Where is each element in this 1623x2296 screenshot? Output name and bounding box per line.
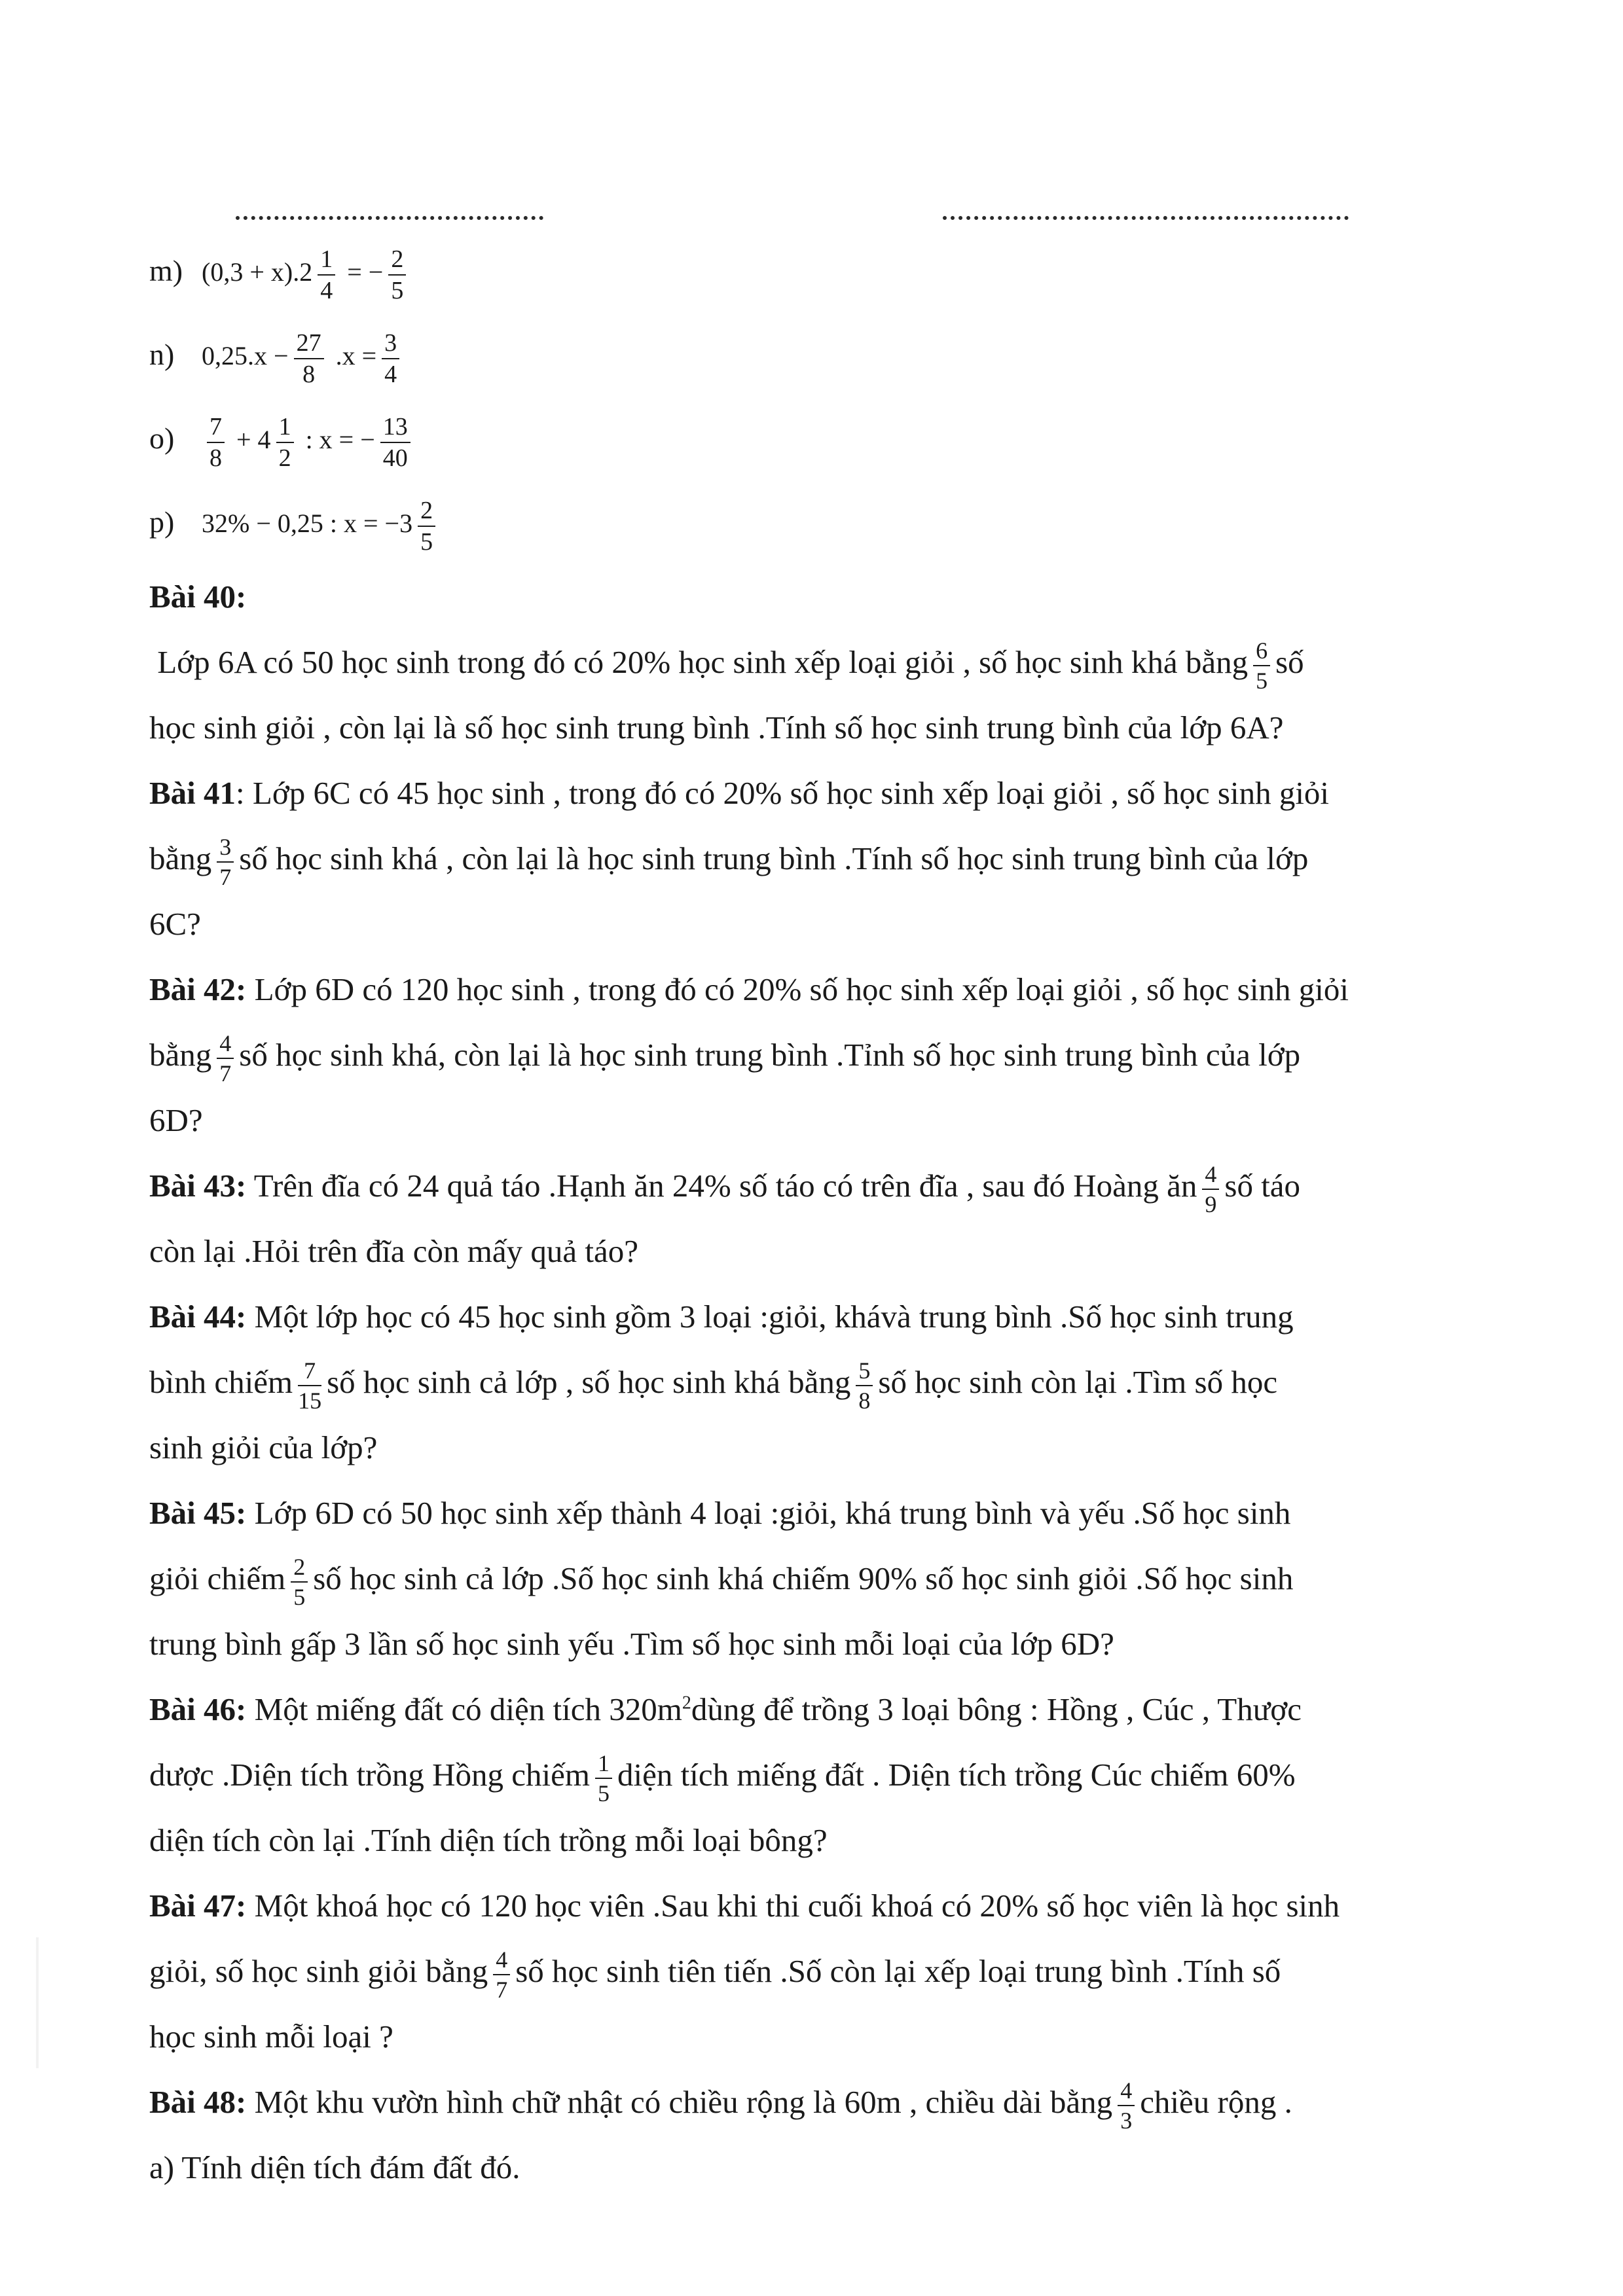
exercise-43-line-2: còn lại .Hỏi trên đĩa còn mấy quả táo? [149,1233,638,1269]
fraction-denominator: 8 [858,1387,871,1414]
fraction-denominator: 7 [219,863,232,890]
text: dược .Diện tích trồng Hồng chiếm [149,1757,590,1793]
exercise-47-line-1 [149,1873,1498,1939]
exercise-40-line-1 [149,630,1498,695]
text: Một khu vườn hình chữ nhật có chiều rộng là 60m , chiều dài bằng [254,2084,1113,2120]
equation-text: = − [347,257,384,287]
superscript: 2 [682,1693,691,1713]
fraction-numerator: 3 [382,331,399,359]
exercise-44-line-3: sinh giỏi của lớp? [149,1429,378,1465]
fraction-denominator: 7 [496,1976,508,2003]
scan-margin-mark [36,1937,39,2068]
exercise-42-line-1 [149,957,1498,1022]
text: Lớp 6D có 120 học sinh , trong đó có 20% số học sinh xếp loại giỏi , số học sinh giỏi [254,971,1349,1007]
fraction-numerator: 3 [217,835,234,863]
text: số táo [1224,1168,1301,1204]
exercise-48-line-2: a) Tính diện tích đám đất đó. [149,2149,520,2185]
exercise-45-line-2 [149,1546,1498,1611]
text: số học sinh khá , còn lại là học sinh trung bình .Tính số học sinh trung bình của lớp [239,840,1309,876]
exercise-42-line-2 [149,1022,1498,1088]
exercise-41-line-3: 6C? [149,906,201,942]
text: số [1275,644,1304,680]
text: số học sinh khá, còn lại là học sinh trung bình .Tỉnh số học sinh trung bình của lớp [239,1037,1301,1073]
exercise-43-line-1 [149,1153,1498,1219]
fraction-numerator: 4 [1118,2079,1135,2106]
equation-label: n) [149,338,175,371]
exercise-44-line-1 [149,1284,1498,1350]
fraction-denominator: 2 [278,444,291,472]
fraction-denominator: 4 [320,276,333,304]
exercise-heading: Bài 42: [149,971,247,1007]
fraction-numerator: 4 [1202,1162,1219,1190]
exercise-heading: Bài 47: [149,1888,247,1924]
exercise-heading: Bài 45: [149,1495,247,1531]
equation-text: 32% − 0,25 : x = −3 [202,509,413,538]
fraction-numerator: 2 [291,1555,308,1583]
text: số học sinh tiên tiến .Số còn lại xếp loại trung bình .Tính số [515,1953,1281,1989]
exercise-heading: Bài 40: [149,579,247,615]
fraction-numerator: 27 [294,331,324,359]
fraction [291,1555,308,1609]
text: bình chiếm [149,1364,293,1400]
exercise-48-line-1 [149,2070,1498,2135]
equation-text: (0,3 + x).2 [202,257,313,287]
fraction [294,331,324,387]
text: : Lớp 6C có 45 học sinh , trong đó có 20% số học sinh xếp loại giỏi , số học sinh giỏi [236,775,1330,811]
exercise-heading: Bài 46: [149,1691,247,1727]
equation-p [149,480,1498,564]
fraction [298,1359,321,1412]
text: bằng [149,1037,212,1073]
fraction [207,414,225,471]
equation-label: o) [149,422,175,455]
fraction [276,414,294,471]
fraction-denominator: 5 [1256,667,1268,694]
exercise-46-line-1 [149,1677,1498,1742]
exercise-46-line-3: diện tích còn lại .Tính diện tích trồng mỗi loại bông? [149,1822,828,1858]
document-body [149,229,1498,2200]
fraction [217,1031,234,1085]
text: Một miếng đất có diện tích 320m [254,1691,682,1727]
text: dùng để trồng 3 loại bông : Hồng , Cúc , Thược [691,1691,1302,1727]
fraction-denominator: 8 [302,360,316,388]
cropped-header-line [236,211,1349,226]
exercise-44-line-2 [149,1350,1498,1415]
fraction [595,1751,612,1805]
fraction-denominator: 5 [597,1780,610,1806]
exercise-heading: Bài 43: [149,1168,247,1204]
exercise-40-line-2: học sinh giỏi , còn lại là số học sinh trung bình .Tính số học sinh trung bình của lớp 6A? [149,709,1284,745]
text: Lớp 6A có 50 học sinh trong đó có 20% học sinh xếp loại giỏi , số học sinh khá bằng [157,644,1249,680]
exercise-45-line-1 [149,1480,1498,1546]
fraction-denominator: 5 [293,1583,306,1610]
exercise-41-line-1 [149,761,1498,826]
exercise-42-line-3: 6D? [149,1102,203,1138]
fraction-denominator: 4 [384,360,397,388]
fraction [380,414,410,471]
text: giỏi chiếm [149,1560,286,1596]
fraction-numerator: 7 [298,1359,321,1386]
equation-text: + 4 [236,425,271,454]
fraction-numerator: 1 [595,1751,612,1779]
header-fragment-right [943,216,1349,225]
fraction [493,1948,510,2001]
text: diện tích miếng đất . Diện tích trồng Cúc chiếm 60% [617,1757,1296,1793]
fraction [1253,639,1270,692]
fraction-numerator: 4 [493,1948,510,1975]
fraction [856,1359,873,1412]
exercise-title [149,564,1498,630]
equation-text: .x = [335,341,377,370]
text: bằng [149,840,212,876]
fraction-denominator: 9 [1205,1191,1217,1217]
equation-text: 0,25.x − [202,341,289,370]
fraction [388,247,406,303]
fraction-numerator: 6 [1253,639,1270,666]
text: Một lớp học có 45 học sinh gồm 3 loại :giỏi, khávà trung bình .Số học sinh trung [254,1299,1294,1335]
fraction-numerator: 2 [388,247,406,276]
equation-text: : x = − [305,425,375,454]
fraction-numerator: 1 [318,247,335,276]
text: số học sinh cả lớp .Số học sinh khá chiếm 90% số học sinh giỏi .Số học sinh [313,1560,1294,1596]
fraction-numerator: 4 [217,1031,234,1059]
fraction [418,498,435,554]
fraction-denominator: 7 [219,1060,232,1086]
text: Lớp 6D có 50 học sinh xếp thành 4 loại :giỏi, khá trung bình và yếu .Số học sinh [254,1495,1291,1531]
exercise-46-line-2 [149,1742,1498,1808]
exercise-47-line-2 [149,1939,1498,2004]
equation-label: p) [149,505,175,539]
fraction-numerator: 1 [276,414,294,443]
header-fragment-left [236,216,543,225]
fraction [1202,1162,1219,1216]
equation-label: m) [149,254,183,287]
text: Trên đĩa có 24 quả táo .Hạnh ăn 24% số táo có trên đĩa , sau đó Hoàng ăn [253,1168,1197,1204]
fraction-denominator: 8 [210,444,222,472]
text: số học sinh còn lại .Tìm số học [878,1364,1278,1400]
fraction [217,835,234,889]
exercise-heading: Bài 48: [149,2084,247,2120]
fraction-denominator: 5 [391,276,404,304]
fraction-denominator: 40 [382,444,408,472]
exercise-heading: Bài 44: [149,1299,247,1335]
fraction-numerator: 2 [418,498,435,527]
fraction-denominator: 3 [1120,2107,1133,2134]
fraction [318,247,335,303]
equation-n [149,313,1498,397]
fraction-numerator: 7 [207,414,225,443]
text: giỏi, số học sinh giỏi bằng [149,1953,488,1989]
text: số học sinh cả lớp , số học sinh khá bằng [327,1364,851,1400]
fraction-numerator: 13 [380,414,410,443]
exercise-41-line-2 [149,826,1498,891]
text: Một khoá học có 120 học viên .Sau khi thi cuối khoá có 20% số học viên là học sinh [254,1888,1340,1924]
text: chiều rộng . [1140,2084,1292,2120]
equation-o [149,397,1498,480]
fraction-denominator: 5 [420,528,433,556]
exercise-heading: Bài 41 [149,775,236,811]
equation-m [149,229,1498,313]
fraction [382,331,399,387]
fraction-numerator: 5 [856,1359,873,1386]
exercise-47-line-3: học sinh mỗi loại ? [149,2018,393,2054]
fraction-denominator: 15 [298,1387,322,1414]
exercise-45-line-3: trung bình gấp 3 lần số học sinh yếu .Tìm số học sinh mỗi loại của lớp 6D? [149,1626,1114,1662]
fraction [1118,2079,1135,2132]
